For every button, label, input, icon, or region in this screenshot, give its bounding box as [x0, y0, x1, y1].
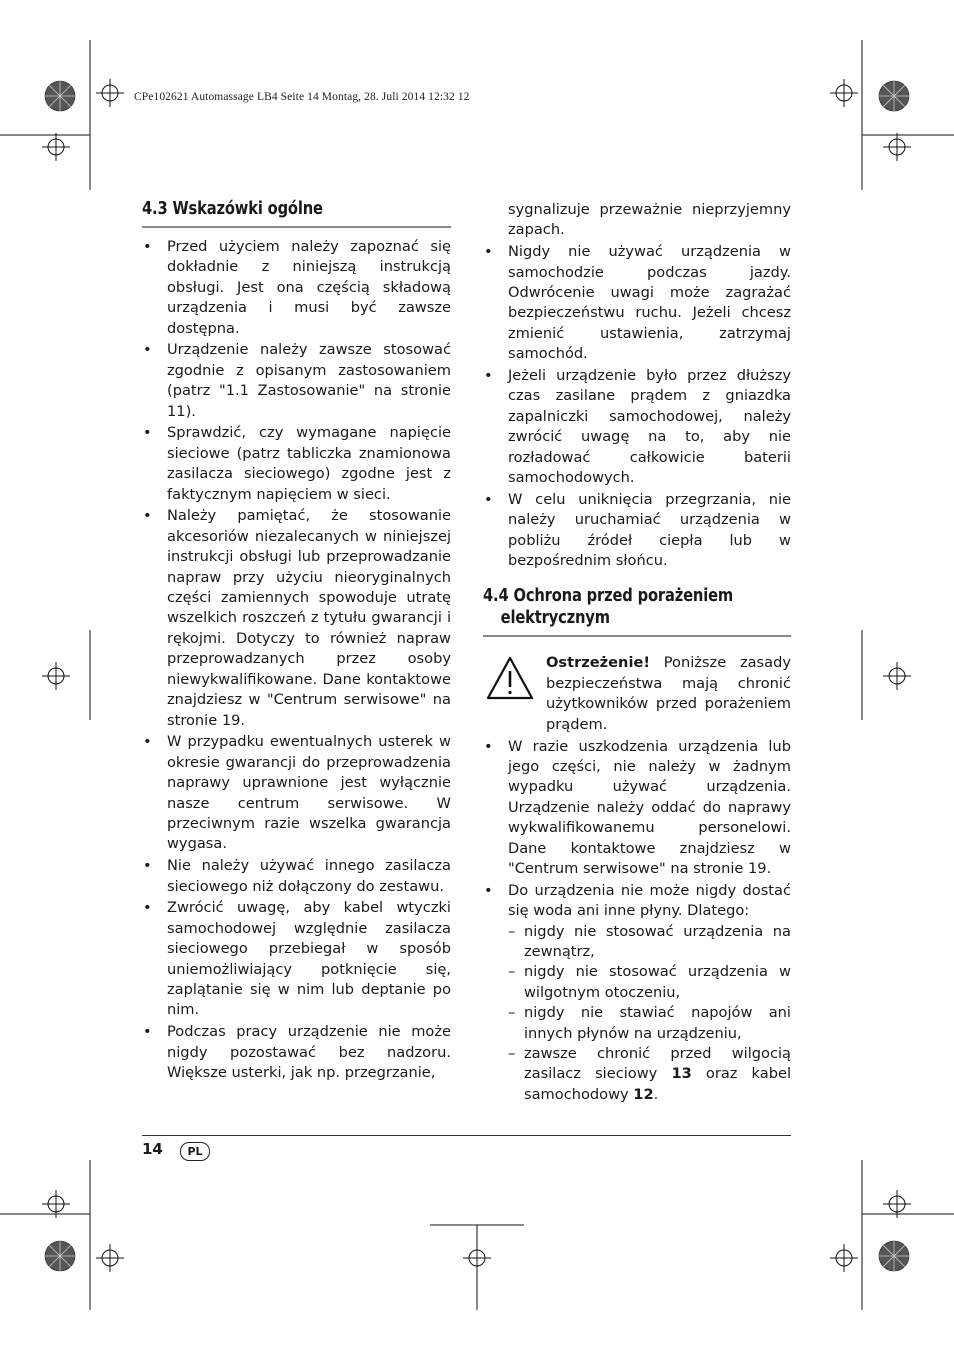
list-item: • W razie uszkodzenia urządzenia lub jego części, nie należy w żadnym wypadku używać urządzenia. Urządzenie należy oddać do naprawy wykwalifikowanemu personelowi. Dane kontaktowe znajdziesz w "Centrum serwisowe" na stronie 19. — [483, 737, 791, 880]
list-item: • Przed użyciem należy zapoznać się dokładnie z niniejszą instrukcją obsługi. Jest ona częścią składową urządzenia i musi być zawsze dostępna. — [142, 237, 451, 339]
dash-item: – nigdy nie stosować urządzenia w wilgotnym otoczeniu, — [508, 962, 791, 1003]
list-item: • Podczas pracy urządzenie nie może nigdy pozostawać bez nadzoru. Większe usterki, jak np. przegrzanie, — [142, 1022, 451, 1083]
part-ref-12: 12 — [633, 1085, 654, 1103]
general-notes-list-continued — [483, 242, 791, 571]
electric-shock-list — [483, 737, 791, 1106]
dash-item: – nigdy nie stosować urządzenia na zewnątrz, — [508, 922, 791, 963]
section-4-4-title — [483, 585, 791, 637]
list-item: • Urządzenie należy zawsze stosować zgodnie z opisanym zastosowaniem (patrz "1.1 Zastosowanie" na stronie 11). — [142, 340, 451, 422]
dash-list — [508, 922, 791, 1106]
dash-item-text-c: . — [653, 1085, 659, 1103]
warning-label: Ostrzeżenie! — [546, 654, 650, 672]
list-item — [483, 881, 791, 1105]
list-item-continuation: sygnalizuje przeważnie nieprzyjemny zapach. — [508, 201, 791, 239]
part-ref-13: 13 — [671, 1065, 692, 1083]
list-item: • Należy pamiętać, że stosowanie akcesoriów niezalecanych w niniejszej instrukcji obsługi lub przeprowadzanie napraw przy użyciu nieoryginalnych części zamiennych spowoduje utratę wszelkich roszczeń z tytułu gwarancji i rękojmi. Dotyczy to również napraw przeprowadzanych przez osoby niewykwalifikowane. Dane kontaktowe znajdziesz w "Centrum serwisowe" na stronie 19. — [142, 506, 451, 730]
footer-rule — [142, 1135, 791, 1136]
list-item: • Zwrócić uwagę, aby kabel wtyczki samochodowej względnie zasilacza sieciowego przebiegał w sposób uniemożliwiający potknięcie się, zaplątanie się w nim lub deptanie po nim. — [142, 898, 451, 1020]
right-column — [483, 200, 791, 1107]
section-4-4-title-line2: elektrycznym — [500, 608, 610, 629]
list-item: • Nigdy nie używać urządzenia w samochodzie podczas jazdy. Odwrócenie uwagi może zagrażać bezpieczeństwu ruchu. Jeżeli chcesz zmienić ustawienia, zatrzymaj samochód. — [483, 242, 791, 364]
warning-triangle-icon — [485, 655, 535, 701]
page-number: 14 — [142, 1140, 163, 1158]
list-item: • W celu uniknięcia przegrzania, nie należy uruchamiać urządzenia w pobliżu źródeł ciepła lub w bezpośrednim słońcu. — [483, 490, 791, 572]
list-item: • Nie należy używać innego zasilacza sieciowego niż dołączony do zestawu. — [142, 856, 451, 897]
section-4-3-title: 4.3 Wskazówki ogólne — [142, 198, 451, 228]
warning-text: Poniższe zasady bezpieczeństwa mają chronić użytkowników przed porażeniem prądem. — [546, 654, 791, 733]
left-column — [142, 198, 451, 1085]
language-badge: PL — [180, 1142, 210, 1161]
dash-item-text-b: oraz kabel samochodowy — [524, 1065, 791, 1103]
warning-block — [483, 653, 791, 735]
list-item: • Jeżeli urządzenie było przez dłuższy czas zasilane prądem z gniazdka zapalniczki samochodowej, należy zwrócić uwagę na to, aby nie rozładować całkowicie baterii samochodowych. — [483, 366, 791, 488]
list-item: • W przypadku ewentualnych usterek w okresie gwarancji do przeprowadzenia naprawy uprawnione jest wyłącznie nasze centrum serwisowe. W przeciwnym razie wszelka gwarancja wygasa. — [142, 732, 451, 854]
print-slug: CPe102621 Automassage LB4 Seite 14 Montag, 28. Juli 2014 12:32 12 — [134, 91, 470, 103]
general-notes-list — [142, 237, 451, 1083]
section-4-3-heading-wrap — [142, 198, 451, 228]
list-item: • Sprawdzić, czy wymagane napięcie sieciowe (patrz tabliczka znamionowa zasilacza sieciowego) zgodne jest z faktycznym napięciem w sieci. — [142, 423, 451, 505]
list-item-text: Do urządzenia nie może nigdy dostać się woda ani inne płyny. Dlatego: — [508, 881, 791, 920]
section-4-4-title-line1: 4.4 Ochrona przed porażeniem — [483, 586, 734, 607]
section-4-4-heading-wrap — [483, 585, 791, 637]
dash-item: – nigdy nie stawiać napojów ani innych płynów na urządzeniu, — [508, 1003, 791, 1044]
dash-item-text-a: zawsze chronić przed wilgocią zasilacz sieciowy — [524, 1044, 791, 1083]
dash-item — [508, 1044, 791, 1105]
